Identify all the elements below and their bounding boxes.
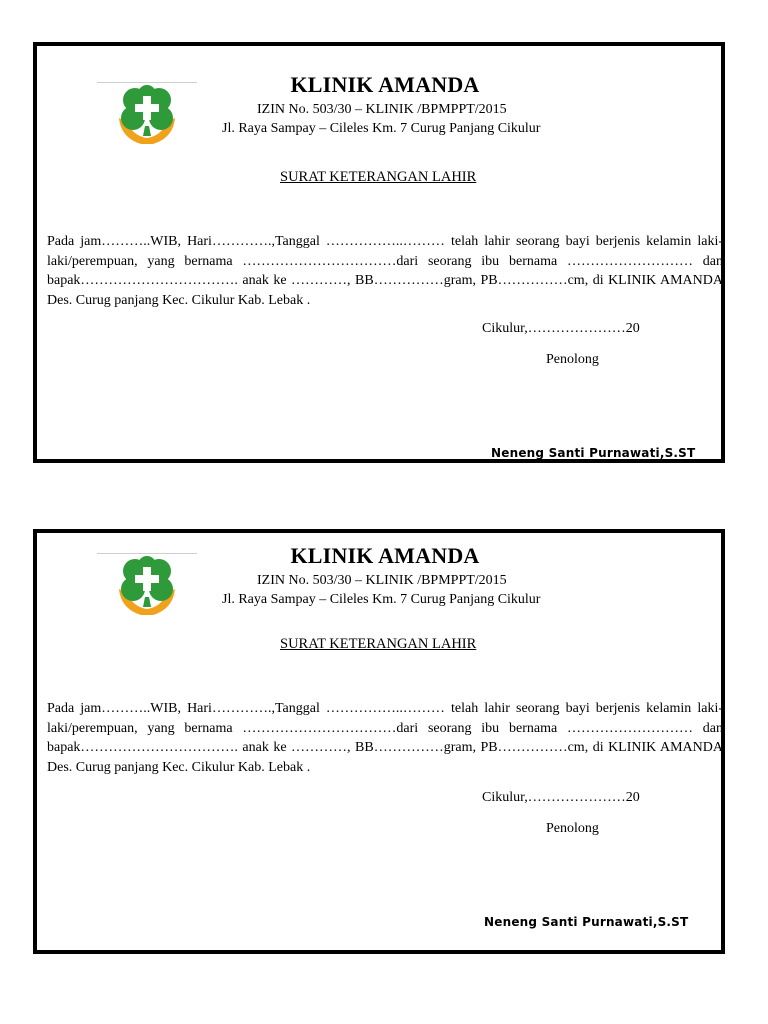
signer-name: Neneng Santi Purnawati,S.ST <box>491 446 696 460</box>
helper-label: Penolong <box>546 821 599 836</box>
birth-certificate-form-1 <box>33 42 725 463</box>
place-date-line: Cikulur,…………………20 <box>482 790 640 805</box>
birth-certificate-form-2 <box>33 529 725 954</box>
document-title: SURAT KETERANGAN LAHIR <box>280 169 477 185</box>
clinic-address: Jl. Raya Sampay – Cileles Km. 7 Curug Panjang Cikulur <box>222 592 541 607</box>
document-title: SURAT KETERANGAN LAHIR <box>280 636 477 652</box>
clinic-name: KLINIK AMANDA <box>290 72 480 97</box>
helper-label: Penolong <box>546 352 599 367</box>
license-number: IZIN No. 503/30 – KLINIK /BPMPPT/2015 <box>257 573 507 588</box>
signer-name: Neneng Santi Purnawati,S.ST <box>484 915 689 929</box>
clinic-name: KLINIK AMANDA <box>290 543 480 568</box>
certificate-body-text: Pada jam………..WIB, Hari………….,Tanggal ……………..……… telah lahir seorang bayi berjenis kelamin laki-laki/perempuan, yang bernama ……………………………dari seorang ibu bernama ……………………… dan bapak……………………………. anak ke …………, BB……………gram, PB……………cm, di KLINIK AMANDA Des. Curug panjang Kec. Cikulur Kab. Lebak . <box>47 701 723 775</box>
clinic-address: Jl. Raya Sampay – Cileles Km. 7 Curug Panjang Cikulur <box>222 121 541 136</box>
place-date-line: Cikulur,…………………20 <box>482 321 640 336</box>
license-number: IZIN No. 503/30 – KLINIK /BPMPPT/2015 <box>257 102 507 117</box>
certificate-body-text: Pada jam………..WIB, Hari………….,Tanggal ……………..……… telah lahir seorang bayi berjenis kelamin laki-laki/perempuan, yang bernama ……………………………dari seorang ibu bernama ……………………… dan bapak……………………………. anak ke …………, BB……………gram, PB……………cm, di KLINIK AMANDA Des. Curug panjang Kec. Cikulur Kab. Lebak . <box>47 234 723 308</box>
